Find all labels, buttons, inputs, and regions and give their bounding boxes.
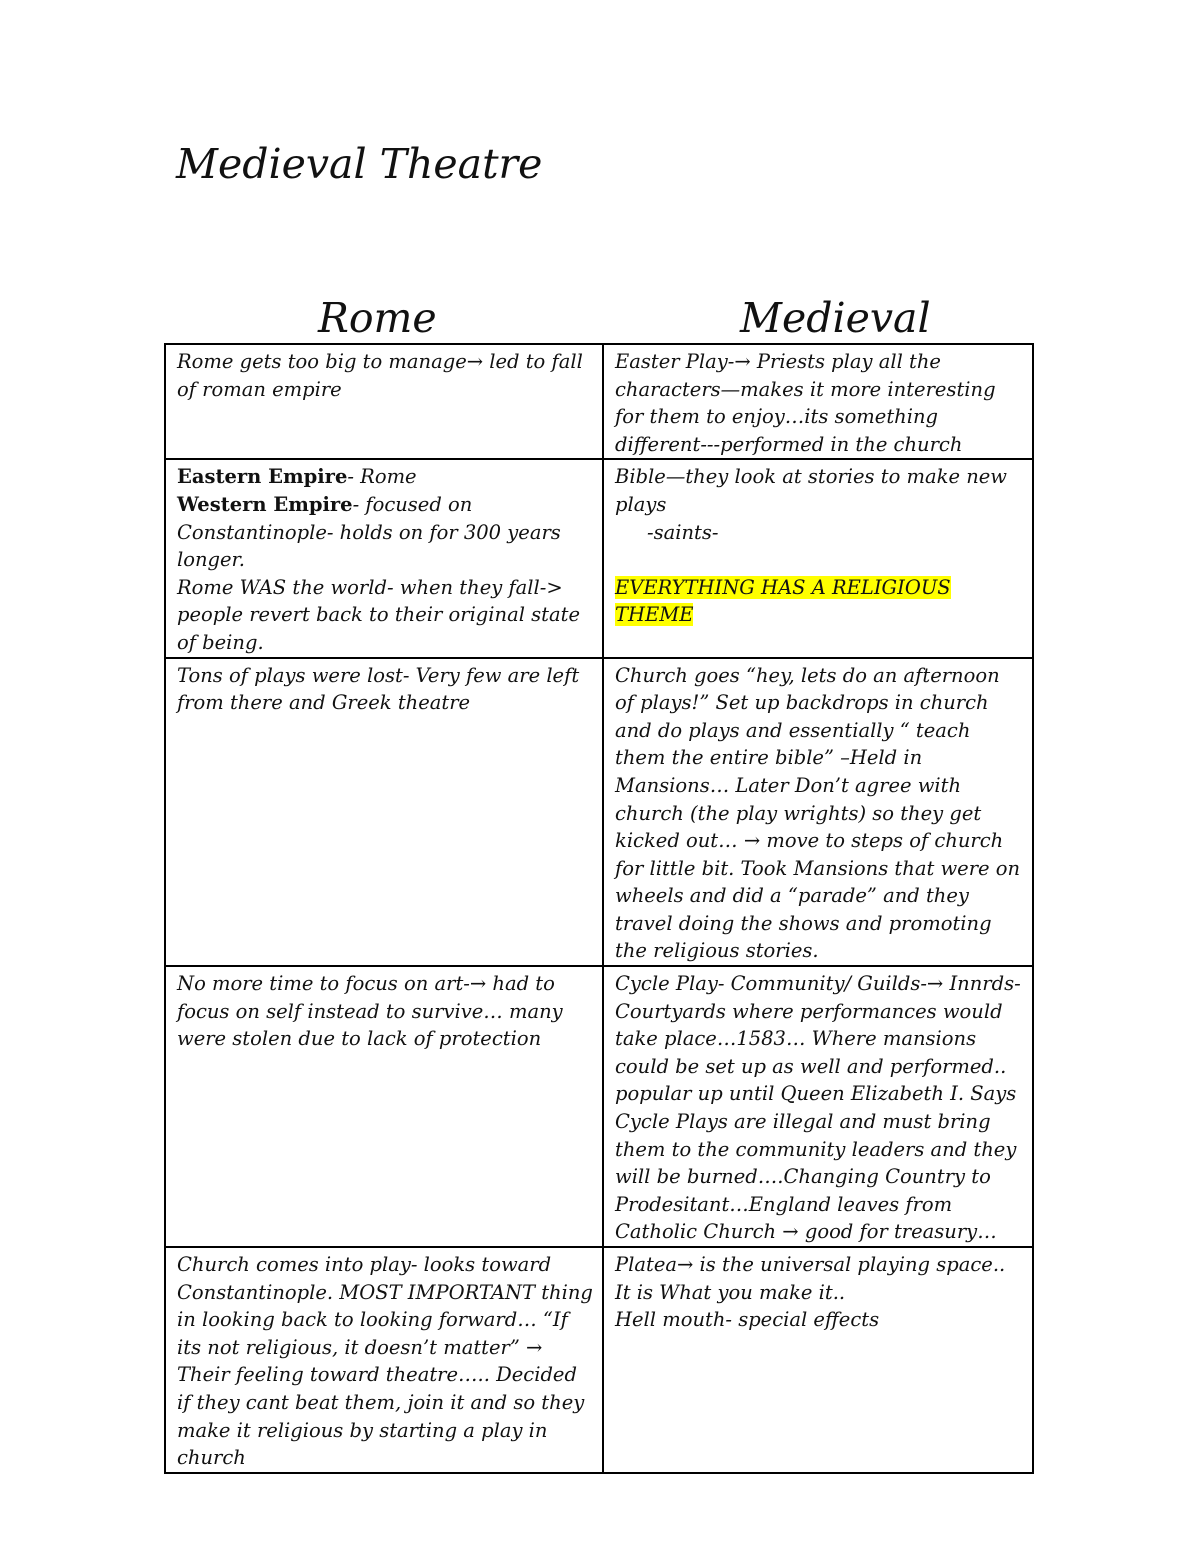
cell-text: Tons of plays were lost- Very few are left from there and Greek theatre bbox=[177, 663, 580, 715]
table-cell-rome bbox=[165, 1247, 603, 1473]
table-row bbox=[165, 1247, 1033, 1473]
western-empire-text: - focused on Constantinople- holds on for 300 years longer. bbox=[177, 492, 561, 572]
blank-line bbox=[615, 546, 1023, 574]
eastern-empire-label: Eastern Empire bbox=[177, 465, 348, 489]
cell-text: Bible—they look at stories to make new plays bbox=[615, 465, 1007, 516]
table-cell-medieval bbox=[603, 966, 1033, 1247]
table-cell-medieval bbox=[603, 658, 1033, 967]
table-cell-rome bbox=[165, 344, 603, 459]
cell-text: Church comes into play- looks toward Constantinople. MOST IMPORTANT thing in looking back to looking forward… “If its not religious, it doesn’t matter” → Their feeling toward theatre….. Decided if they cant beat them, join it and so they make it religious by starting a play in church bbox=[177, 1253, 593, 1470]
cell-text: Hell mouth- special effects bbox=[615, 1308, 880, 1332]
table-cell-rome bbox=[165, 966, 603, 1247]
cell-text: No more time to focus on art-→ had to focus on self instead to survive… many were stolen due to lack of protection bbox=[177, 972, 563, 1051]
table-row bbox=[165, 459, 1033, 657]
table-cell-medieval bbox=[603, 1247, 1033, 1473]
eastern-empire-text: - Rome bbox=[347, 465, 417, 489]
saints-note: -saints- bbox=[647, 520, 719, 544]
table-row bbox=[165, 344, 1033, 459]
table-cell-rome bbox=[165, 459, 603, 657]
cell-line bbox=[615, 574, 1023, 629]
table-row bbox=[165, 966, 1033, 1247]
highlighted-text: EVERYTHING HAS A RELIGIOUS THEME bbox=[615, 575, 951, 627]
table-cell-rome bbox=[165, 658, 603, 967]
cell-line bbox=[177, 463, 593, 491]
cell-text: Rome WAS the world- when they fall-> people revert back to their original state of being. bbox=[177, 575, 580, 654]
cell-text: Platea→ is the universal playing space.. It is What you make it.. bbox=[615, 1253, 1006, 1304]
cell-text: Rome gets too big to manage→ led to fall of roman empire bbox=[177, 350, 583, 401]
comparison-table bbox=[164, 343, 1034, 1474]
document-title: Medieval Theatre bbox=[176, 140, 543, 188]
cell-text: Cycle Play- Community/ Guilds-→ Innrds- Courtyards where performances would take place…1583… Where mansions could be set up as well and performed.. popular up until Queen Elizabeth I. Says Cycle Plays are illegal and must bring them to the community leaders and they will be burned….Changing Country to Prodesitant…England leaves from Catholic Church → good for treasury… bbox=[615, 972, 1021, 1244]
column-heading-rome: Rome bbox=[318, 294, 437, 342]
cell-line bbox=[177, 491, 593, 574]
column-heading-medieval: Medieval bbox=[740, 294, 931, 342]
cell-text: Church goes “hey, lets do an afternoon of plays!” Set up backdrops in church and do plays and essentially “ teach them the entire bible” –Held in Mansions… Later Don’t agree with church (the play wrights) so they get kicked out… → move to steps of church for little bit. Took Mansions that were on wheels and did a “parade” and they travel doing the shows and promoting the religious stories. bbox=[615, 663, 1021, 963]
table-cell-medieval bbox=[603, 459, 1033, 657]
western-empire-label: Western Empire bbox=[177, 492, 353, 516]
cell-text: Easter Play-→ Priests play all the characters—makes it more interesting for them to enjoy…its something different---performed in the church bbox=[615, 350, 996, 456]
table-cell-medieval bbox=[603, 344, 1033, 459]
table-row bbox=[165, 658, 1033, 967]
